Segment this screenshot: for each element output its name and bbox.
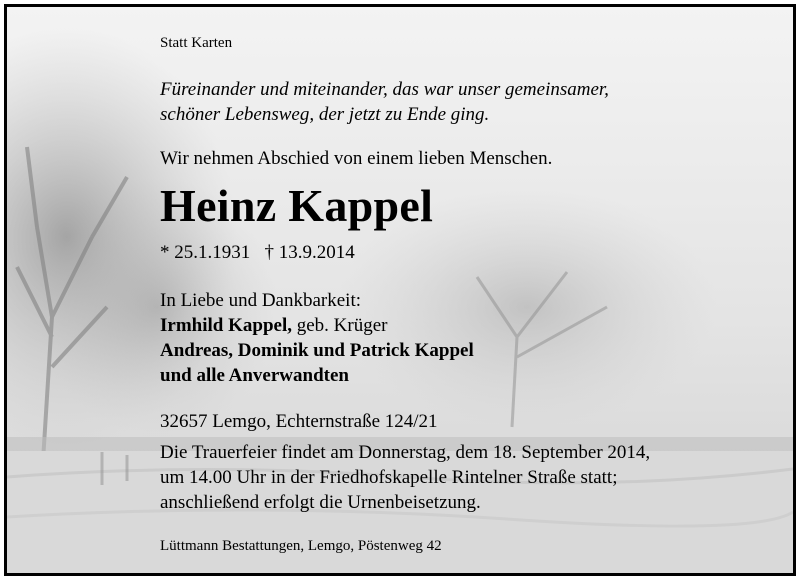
funeral-home-line: Lüttmann Bestattungen, Lemgo, Pöstenweg 42 <box>160 538 442 554</box>
mourner-1-note: geb. Krüger <box>296 315 388 336</box>
header-label: Statt Karten <box>160 35 233 51</box>
mourner-line-1 <box>160 315 387 337</box>
obituary-notice <box>4 4 796 576</box>
farewell-line: Wir nehmen Abschied von einem lieben Menschen. <box>160 148 553 169</box>
service-line-2: um 14.00 Uhr in der Friedhofskapelle Rintelner Straße statt; <box>160 467 618 488</box>
address-line: 32657 Lemgo, Echternstraße 124/21 <box>160 411 438 432</box>
quote-line-2: schöner Lebensweg, der jetzt zu Ende ging. <box>160 104 490 125</box>
mourners-intro: In Liebe und Dankbarkeit: <box>160 290 362 311</box>
life-dates: * 25.1.1931 † 13.9.2014 <box>160 242 355 263</box>
service-line-1: Die Trauerfeier findet am Donnerstag, dem 18. September 2014, <box>160 442 651 463</box>
mourner-line-3: und alle Anverwandten <box>160 365 349 386</box>
service-line-3: anschließend erfolgt die Urnenbeisetzung. <box>160 492 481 513</box>
mourner-line-2: Andreas, Dominik und Patrick Kappel <box>160 340 474 361</box>
quote-line-1: Füreinander und miteinander, das war unser gemeinsamer, <box>160 79 609 100</box>
deceased-name: Heinz Kappel <box>160 180 434 231</box>
mourner-1-name: Irmhild Kappel, <box>160 315 292 336</box>
